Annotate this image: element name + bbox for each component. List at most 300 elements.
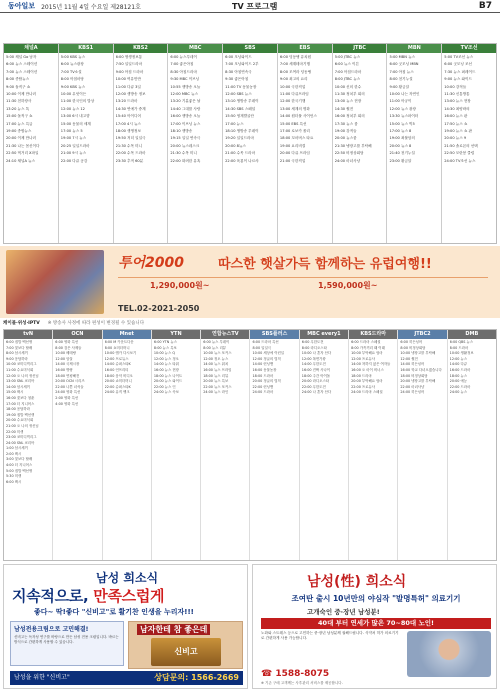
program-entry: 22:00 육룡이 나르샤 (225, 158, 259, 163)
channel-column (201, 330, 250, 560)
program-entry: 22:00 드라마 (449, 384, 471, 389)
program-entry: 17:50 뉴스 쇼 (444, 121, 468, 126)
program-entry: 11:00 다큐 3일 (115, 84, 141, 89)
program-entry: 20:00 뉴스 9 (444, 136, 467, 141)
cable-header (3, 320, 497, 328)
program-entry: 12:00 복면가왕 (301, 356, 326, 361)
program-entry: 14:40 그대를 사랑 (170, 106, 201, 111)
medical-device-ad[interactable] (252, 564, 497, 689)
program-entry: 13:00 뉴스 현장 (444, 99, 471, 104)
program-entry: 22:00 무한도전 (301, 384, 326, 389)
program-entry: 11:30 천하장사 (6, 99, 32, 104)
program-entry: 12:00 오 나의 귀신님 (6, 373, 39, 378)
program-entry: 20:00 뉴스 특보 (203, 379, 229, 384)
program-entry: 14:00 런닝맨 (252, 362, 274, 367)
program-entry: 14:30 썰전 (334, 106, 354, 111)
program-entry: 23:00 황금알 (389, 158, 412, 163)
program-entry: 24:00 영화 특선 (55, 390, 81, 395)
channel-name: EBS (278, 44, 332, 53)
ad-left-info-box (10, 621, 124, 666)
program-entry: 24:00 드라마 (252, 390, 274, 395)
program-entry: 13:00 6시 내고향 (60, 114, 90, 119)
channel-info-band (0, 15, 500, 42)
channel-column (398, 330, 447, 560)
program-entry: 15:00 EBS 특선 (279, 121, 307, 126)
program-entry: 9:00 KBS 뉴스 (60, 84, 86, 89)
program-entry: 22:00 다큐 공감 (60, 158, 88, 163)
program-entry: 7:00 아침드라마 (334, 69, 362, 74)
program-entry: 18:00 생생정보 (115, 129, 141, 134)
program-entry: 15:50 영재발굴단 (225, 114, 254, 119)
program-entry: 6:00 드라마 특선 (252, 340, 279, 344)
channel-name: KBS드라마 (349, 330, 397, 339)
page-number: B7 (478, 1, 492, 11)
program-entry: 20:00 부탁해요 엄마 (351, 379, 383, 384)
program-entry: 12:00 암살 (55, 356, 73, 361)
program-entry: 18:10 생방송 투데이 (225, 129, 259, 134)
program-entry: 12:00 정오 뉴스 (203, 356, 229, 361)
program-entry: 9:00 돌직구 쇼 (6, 84, 31, 89)
program-entry: 24:00 히든싱어 (400, 390, 425, 395)
program-entry: 20:00 냉장고를 부탁해 (400, 379, 436, 384)
program-entry: 20:00 예능 (449, 379, 468, 384)
program-entry: 10:00 나 혼자 산다 (301, 351, 332, 356)
channel-column (103, 330, 152, 560)
program-entry: 9:00 응답하라 (6, 356, 28, 361)
program-entry: 7:00 세계테마기행 (279, 62, 310, 67)
program-entry: 20:00 8뉴스 (225, 143, 246, 148)
program-entry: 17:00 로보카 폴리 (279, 129, 310, 134)
program-entry: 19:50 저녁 일일극 (115, 136, 146, 141)
program-entry: 7:00 TV소설 (60, 69, 82, 74)
program-entry: 5:30 미생 (6, 474, 22, 479)
program-entry: 23:30 추적 60분 (115, 158, 144, 163)
program-entry: 12:00 썰전 (400, 356, 418, 361)
program-entry: 10:00 냉장고를 부탁해 (400, 351, 436, 356)
program-entry: 24:00 뉴스 속보 (153, 390, 179, 395)
program-entry: 15:00 택시 (6, 390, 24, 395)
program-entry: 2:00 택시 (6, 451, 22, 456)
channel-name: TV조선 (442, 44, 496, 53)
channel-column (333, 44, 388, 243)
program-entry: 22:50 모란봉 클럽 (444, 151, 475, 156)
ad-left-line: 좋다~ 딱!좋다 "신비고"로 활기찬 인생을 누리자!!! (34, 608, 194, 616)
program-entry: 20:00 쇼미더머니 (104, 379, 132, 384)
channel-column (168, 44, 223, 243)
program-entry: 21:30 수목 미니 (170, 151, 197, 156)
program-entry: 12:00 MBC 뉴스 (170, 92, 198, 97)
program-entry: 12:00 프로듀스 (104, 356, 129, 361)
program-entry: 20:00 뉴스 8 (389, 143, 412, 148)
program-entry: 12:00 프로듀사 (351, 356, 376, 361)
program-entry: 10:00 강적들 (444, 84, 467, 89)
program-entry: 12:00 뉴스 정오 (153, 356, 179, 361)
program-entry: 18:00 뉴스 (449, 373, 468, 378)
program-entry: 19:00 요리비결 (279, 143, 306, 148)
program-entry: 20:00 뉴스데스크 (170, 143, 200, 148)
program-entry: 20:00 이제 만나러 (6, 136, 36, 141)
channel-name: tvN (4, 330, 52, 339)
program-entry: 8:00 JTBC 뉴스 (334, 77, 361, 82)
program-entry: 10:00 극한직업 (279, 84, 306, 89)
program-entry: 7:00 모닝와이드 2부 (225, 62, 259, 67)
product-tag: 남자한테 참 좋은데 (137, 624, 210, 635)
europe-photo (6, 250, 104, 314)
program-entry: 18:00 꼬마버스 타요 (279, 136, 314, 141)
program-entry: 10:55 생방송 오늘 (170, 84, 201, 89)
program-entry: 19:00 최불암의 (389, 136, 415, 141)
program-entry: 16:00 생방송 오늘 (170, 114, 201, 119)
program-entry: 8:00 드라마 (449, 345, 469, 350)
program-entry: 12:00 한국기행 (279, 99, 306, 104)
program-entry: 14:00 무한도전 (301, 362, 326, 367)
channel-name: SBS플러스 (250, 330, 298, 339)
program-entry: 11:00 한국인의 밥상 (60, 99, 95, 104)
ad-right-line1: 조여탄 출시 10년만의 야심작 "발명특허" 의료기기 (291, 594, 461, 603)
channel-name: MBN (387, 44, 441, 53)
program-entry: 22:00 나쁜 녀석들 (55, 384, 84, 389)
program-entry: 8:00 검은 사제들 (55, 345, 82, 350)
program-entry: 5:00 KBS 뉴스 (60, 55, 86, 59)
ad-right-title: 남성(性) 희소식 (307, 574, 407, 590)
program-entry: 10:00 세상에 이런일 (252, 351, 285, 356)
program-entry: 18:00 드라마 (351, 373, 372, 378)
program-entry: 17:00 더 지니어스 (6, 401, 35, 406)
program-entry: 22:00 화려한 유혹 (170, 158, 201, 163)
program-entry: 10:00 신의 한수 (334, 84, 362, 89)
program-entry: 6:00 무한도전 (301, 340, 324, 344)
tour-brand: 투어2000 (118, 255, 185, 271)
program-entry: 21:00 오 나의 귀신님 (6, 423, 39, 428)
program-entry: 6:00 M 카운트다운 (104, 340, 134, 344)
program-entry: 14:00 뉴스 타워 (153, 362, 179, 367)
program-entry: 18:10 생방송 (170, 129, 193, 134)
program-entry: 7:00 좋은아침 (170, 62, 194, 67)
program-entry: 21:40 천기누설 (389, 151, 415, 156)
program-entry: 22:00 수목 드라마 (115, 151, 146, 156)
program-entry: 11:00 다큐프라임 (279, 92, 309, 97)
ad-left-footer (10, 671, 243, 685)
program-entry: 19:20 일일드라마 (225, 136, 254, 141)
program-entry: 8:00 일일극 (252, 345, 272, 350)
program-entry: 21:00 9시 뉴스 (60, 151, 87, 156)
program-entry: 24:00 뉴스 라인 (203, 390, 229, 395)
channel-name: 채널A (4, 44, 58, 53)
info-box-text: 신비고는 독자성 연구를 바탕으로 만든 남성 전용 크림입니다. 바르는 방식으로 간편하게 사용할 수 있습니다. (14, 635, 119, 644)
program-entry: 17:30 뉴스 룸 (334, 121, 358, 126)
program-entry: 18:00 뉴스 리뷰 (203, 373, 229, 378)
program-entry: 9:30 좋은아침 (225, 77, 249, 82)
program-entry: 8:00 쇼미더머니 (104, 345, 130, 350)
program-entry: 15:00 뉴스 빅5 (389, 121, 415, 126)
channel-name: MBC every1 (300, 330, 348, 339)
program-entry: 9:00 황금알 (389, 84, 410, 89)
footer-phone[interactable]: 상담문의: 1566-2669 (154, 673, 239, 682)
channel-name: MBC (168, 44, 222, 53)
program-entry: 5:00 집밥 백선생 (6, 468, 33, 473)
tour-headline: 따스한 햇살가득 함께하는 유럽여행!! (218, 257, 432, 272)
program-entry: 16:00 뉴스 판 (444, 114, 468, 119)
program-entry: 9:00 뉴스 와이드 (444, 77, 472, 82)
channel-column (250, 330, 299, 560)
program-entry: 16:00 뉴스 프라임 (203, 367, 232, 372)
program-entry: 10:00 여유만만 (115, 77, 141, 82)
program-entry: 3:00 꽃보다 할배 (6, 457, 33, 462)
program-entry: 14:30 연예가 중계 (115, 106, 146, 111)
program-entry: 9:00 최고의 요리 (279, 77, 308, 82)
program-entry: 16:00 오 마이 비너스 (351, 367, 384, 372)
program-entry: 10:00 무엇이든 (60, 92, 87, 97)
program-entry: 13:00 SNL 코리아 (6, 379, 35, 384)
program-entry: 16:00 진짜 사나이 (301, 367, 331, 372)
issue-date: 2015년 11월 4일 수요일 제28121호 (41, 3, 141, 11)
ad-left-slogan (12, 585, 242, 606)
program-entry: 18:00 음악 비디오 (104, 373, 133, 378)
program-entry: 20:00 뉴스룸 (334, 136, 357, 141)
program-entry: 18:00 비정상회담 (400, 373, 428, 378)
program-entry: 8:00 라디오스타 (301, 345, 327, 350)
program-entry: 10:00 생활정보 (449, 351, 474, 356)
program-entry: 22:00 슈퍼스타K (104, 384, 131, 389)
program-entry: 8:00 삼시세끼 (6, 351, 28, 356)
program-entry: 20:00 뉴스 와이드 (153, 379, 183, 384)
program-entry: 24:00 TV조선 뉴스 (444, 158, 476, 163)
program-entry: 13:00 세계의 명화 (279, 106, 310, 111)
program-entry: 10:00 부탁해요 엄마 (351, 351, 383, 356)
program-entry: 18:00 드라마 (252, 373, 274, 378)
program-entry: 12:00 뉴스 광장 (389, 106, 416, 111)
program-entry: 21:30 수목 미니 (115, 143, 143, 148)
program-entry: 20:00 라디오스타 (301, 379, 330, 384)
program-entry: 4:00 더 지니어스 (6, 463, 33, 468)
program-entry: 20:25 일일드라마 (60, 143, 90, 148)
program-entry: 24:00 나 혼자 산다 (301, 390, 332, 395)
program-entry: 1:00 삼시세끼 (6, 446, 28, 451)
channel-name: OCN (53, 330, 101, 339)
program-entry: 10:00 나는 자연인 (389, 92, 420, 97)
program-entry: 18:00 뉴스 나이트 (153, 373, 183, 378)
program-entry: 17:00 뉴스 8 (389, 129, 412, 134)
channel-name: 연합뉴스TV (201, 330, 249, 339)
slogan-part-a: 지속적으로, (12, 587, 89, 605)
channel-name: Mnet (103, 330, 151, 339)
program-entry: 6:00 뉴스 투데이 (203, 340, 230, 344)
channel-column (349, 330, 398, 560)
program-entry: 7:30 뉴스 퍼레이드 (444, 69, 476, 74)
program-entry: 24:00 드라마 스페셜 (351, 390, 383, 395)
program-entry: 17:00 이브닝 뉴스 (170, 121, 201, 126)
program-entry: 22:50 먹거리 X파일 (6, 151, 39, 156)
program-entry: 20:00 OCN 시리즈 (55, 379, 85, 384)
program-entry: 21:50 솔로몬의 선택 (444, 143, 478, 148)
channel-column (4, 44, 59, 243)
shinbigo-ad[interactable] (3, 564, 248, 689)
program-entry: 21:30 냉장고를 부탁해 (334, 143, 372, 148)
program-entry: 18:00 주간 아이돌 (301, 373, 331, 378)
program-entry: 9:00 아침 드라마 (115, 69, 144, 74)
program-entry: 8:00 모여라 딩동댕 (279, 69, 312, 74)
program-entry: 24:00 뮤직 뱅크 (104, 390, 130, 395)
program-entry: 7:00 아침 뉴스 (389, 69, 414, 74)
program-entry: 8:00 종합뉴스 (6, 77, 30, 82)
program-entry: 22:00 미생 (6, 429, 24, 434)
program-entry: 15:00 동물의 세계 (60, 121, 91, 126)
channel-name: YTN (152, 330, 200, 339)
program-entry: 14:30 SBS 스페셜 (225, 106, 256, 111)
program-entry: 18:00 응답하라 (6, 407, 30, 412)
channel-column (59, 44, 114, 243)
program-entry: 17:00 4시 뉴스 (115, 121, 141, 126)
program-entry: 2:00 영화 특선 (55, 395, 79, 400)
spokesperson-photo (407, 631, 491, 677)
program-entry: 10:00 베테랑 (55, 351, 76, 356)
ad-right-footnote: ※ 기존 구매 고객께는 사후관리 서비스를 제공합니다. (261, 681, 343, 685)
program-entry: 11:00 수요미식회 (6, 367, 34, 372)
program-entry: 8:30 아침연속극 (225, 69, 252, 74)
program-entry: 8:00 비정상회담 (400, 345, 426, 350)
program-entry: 19:00 7시 뉴스 (60, 136, 87, 141)
tour-phone[interactable]: TEL.02-2021-2050 (118, 304, 200, 313)
program-entry: 14:00 국제시장 (55, 362, 80, 367)
tour-price-1: 1,290,000원~ (150, 281, 210, 290)
ad-left-title: 남성 희소식 (96, 571, 159, 585)
ad-right-line2: 고개숙인 중·장년 남성분! (307, 608, 380, 616)
program-entry: 5:00 MBN 뉴스 (389, 55, 416, 59)
program-entry: 11:30 정치부 회의 (334, 92, 365, 97)
tour-ad[interactable] (0, 246, 500, 318)
program-entry: 10:00 뉴스 Q (153, 351, 176, 356)
channel-name: JTBC (333, 44, 387, 53)
program-entry: 5:00 TV조선 뉴스 (444, 55, 474, 59)
program-entry: 8:00 뉴스 리뷰 (203, 345, 227, 350)
channel-column (300, 330, 349, 560)
channel-column (278, 44, 333, 243)
program-entry: 22:00 마녀사냥 (400, 384, 425, 389)
program-entry: 7:50 일일드라마 (115, 62, 143, 67)
tour-price-2: 1,590,000원~ (318, 281, 378, 290)
program-entry: 8:00 천기누설 (389, 77, 413, 82)
program-entry: 24:00 뉴스 (449, 390, 468, 395)
program-entry: 14:00 뉴스 워치 (203, 362, 229, 367)
channel-column (387, 44, 442, 243)
program-entry: 14:00 히든싱어 (400, 362, 425, 367)
program-entry: 22:00 뉴스 포커스 (203, 384, 232, 389)
channel-name: KBS1 (59, 44, 113, 53)
ad-right-info: 노화와 스트레스 등으로 고민하는 중·장년 남성분께 권해드립니다. 식약처 허가 의료기기로 간편하게 사용 가능합니다. (261, 631, 399, 640)
channel-column (114, 44, 169, 243)
program-entry: 17:00 뉴스 5 (60, 129, 83, 134)
program-entry: 13:20 뉴스 톡 (6, 106, 30, 111)
program-entry: 20:00 정글의 법칙 (252, 379, 281, 384)
info-box-title: 남성전용크림으로 고민해결! (14, 626, 89, 633)
newspaper-logo: 동아일보 (8, 2, 36, 10)
channel-column (4, 330, 53, 560)
program-entry: 18:00 연평해전 (55, 373, 80, 378)
program-entry: 10:00 엠카 다시보기 (104, 351, 137, 356)
program-entry: 11:30 신통방통 (444, 92, 470, 97)
program-entry: 16:00 뉴스 현장 (153, 367, 179, 372)
product-name: 신비고 (151, 638, 221, 666)
program-entry: 12:00 뉴스 (449, 356, 468, 361)
program-entry: 7:00 뉴스 스테이션 (6, 69, 38, 74)
program-entry: 6:00 딩동댕 유치원 (279, 55, 312, 59)
product-image (128, 621, 243, 669)
program-entry: 13:00 뉴스 현장 (334, 99, 362, 104)
cable-note: ※ 방송사 사정에 따라 편성이 변경될 수 있습니다 (47, 321, 145, 326)
program-entry: 6:00 택시 (6, 479, 22, 484)
program-entry: 14:00 슈퍼스타K (104, 362, 131, 367)
page-header (0, 0, 500, 13)
program-entry: 6:00 뉴스투데이 (170, 55, 197, 59)
program-entry: 19:00 집밥 백선생 (6, 412, 35, 417)
program-entry: 8:00 가족끼리 왜 이래 (351, 345, 385, 350)
program-entry: 11:00 아궁이 (389, 99, 412, 104)
program-entry: 6:00 뉴스광장 (60, 62, 84, 67)
program-entry: 17:00 뉴스 (225, 121, 244, 126)
program-entry: 14:00 다큐 (449, 362, 468, 367)
broadcast-schedule-grid (3, 43, 497, 244)
channel-name: KBS2 (114, 44, 168, 53)
program-entry: 13:10 생방송 투데이 (225, 99, 259, 104)
program-entry: 12:00 뉴스 12 (60, 106, 85, 111)
program-entry: 13:20 드라마 (115, 99, 138, 104)
program-entry: 22:00 런닝맨 (252, 384, 274, 389)
program-entry: 24:10 채널A 뉴스 (6, 158, 35, 163)
program-entry: 5:00 JTBC 뉴스 (334, 55, 361, 59)
program-entry: 13:20 기분좋은 날 (170, 99, 201, 104)
slogan-part-b: 만족스럽게 (93, 587, 165, 605)
program-entry: 6:00 굿모닝 MBN (389, 62, 419, 67)
program-entry: 12:00 SBS 뉴스 (225, 92, 252, 97)
program-entry: 6:00 뉴스 스테이션 (6, 62, 38, 67)
cable-schedule-grid (3, 329, 497, 561)
program-entry: 14:00 삼시세끼 (6, 384, 30, 389)
program-entry: 20:00 다큐 프라임 (279, 151, 310, 156)
program-entry: 6:00 드라마 스페셜 (351, 340, 381, 344)
program-entry: 8:30 아침드라마 (170, 69, 197, 74)
program-entry: 6:00 영화 특선 (55, 340, 79, 344)
program-entry: 22:00 프로듀사 (351, 384, 376, 389)
program-entry: 6:00 히든싱어 (400, 340, 423, 344)
channel-name: DMB (448, 330, 496, 339)
program-entry: 16:00 정치부 회의 (334, 114, 365, 119)
channel-column (152, 330, 201, 560)
program-entry: 10:00 이제 만나러 (6, 92, 36, 97)
program-entry: 6:00 YTN 뉴스 (153, 340, 177, 344)
program-entry: 14:00 착하지 않은 여자들 (351, 362, 391, 367)
program-entry: 7:00 꽃보다 할배 (6, 345, 33, 350)
program-entry: 16:00 학교 다녀오겠습니다 (400, 367, 442, 372)
ad-right-phone[interactable]: ☎ 1588-8075 (261, 669, 330, 679)
channel-column (223, 44, 278, 243)
program-entry: 16:00 동물농장 (252, 367, 277, 372)
program-entry: 17:00 뉴스 특급 (6, 121, 33, 126)
program-entry: 6:00 생생정보통 (115, 55, 143, 59)
section-title: TV 프로그램 (232, 1, 278, 11)
ad-right-banner: 40대 부터 연세가 많은 70~80대 노인! (261, 618, 491, 629)
program-entry: 14:30 최양락의 (444, 106, 470, 111)
program-entry: 10:00 뉴스 포커스 (203, 351, 232, 356)
program-entry: 6:00 뉴스 이븐 (334, 62, 359, 67)
program-entry: 6:00 모닝와이드 (225, 55, 252, 59)
channel-name: JTBC2 (398, 330, 446, 339)
program-entry: 6:00 집밥 백선생 (6, 340, 33, 344)
footer-label: 남성을 위한 "신비고" (14, 674, 70, 681)
channel-column (442, 44, 496, 243)
channel-column (448, 330, 496, 560)
channel-name: SBS (223, 44, 277, 53)
program-entry: 16:00 드라마 (449, 367, 471, 372)
